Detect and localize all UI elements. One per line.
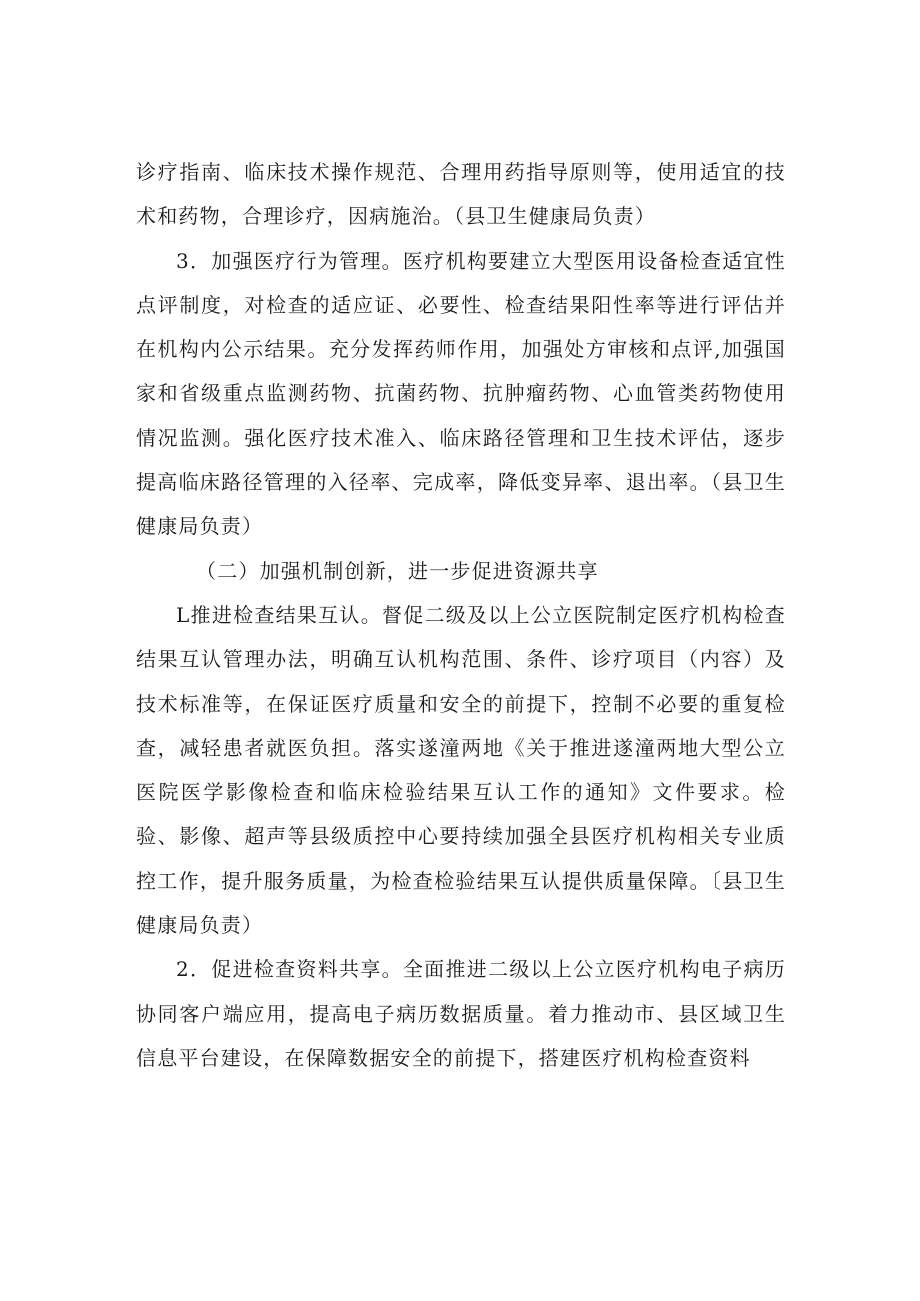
document-body <box>136 150 786 1080</box>
section-heading-2: （二）加强机制创新，进一步促进资源共享 <box>196 558 599 583</box>
paragraph-item-3: 3．加强医疗行为管理。医疗机构要建立大型医用设备检查适宜性点评制度，对检查的适应证、必要性、检查结果阳性率等进行评估并在机构内公示结果。充分发挥药师作用，加强处方审核和点评,加强国家和省级重点监测药物、抗菌药物、抗肿瘤药物、心血管类药物使用情况监测。强化医疗技术准入、临床路径管理和卫生技术评估，逐步提高临床路径管理的入径率、完成率，降低变异率、退出率。（县卫生健康局负责） <box>136 248 786 539</box>
paragraph-item-2: 2．促进检查资料共享。全面推进二级以上公立医疗机构电子病历协同客户端应用，提高电子病历数据质量。着力推动市、县区域卫生信息平台建设，在保障数据安全的前提下，搭建医疗机构检查资料 <box>136 957 786 1070</box>
paragraph-continued: 诊疗指南、临床技术操作规范、合理用药指导原则等，使用适宜的技术和药物，合理诊疗，因病施治。（县卫生健康局负责） <box>136 160 786 229</box>
paragraph-item-1: L推进检查结果互认。督促二级及以上公立医院制定医疗机构检查结果互认管理办法，明确互认机构范围、条件、诊疗项目（内容）及技术标准等，在保证医疗质量和安全的前提下，控制不必要的重复检查，减轻患者就医负担。落实遂潼两地《关于推进遂潼两地大型公立医院医学影像检查和临床检验结果互认工作的通知》文件要求。检验、影像、超声等县级质控中心要持续加强全县医疗机构相关专业质控工作，提升服务质量，为检查检验结果互认提供质量保障。〔县卫生健康局负责） <box>136 602 786 938</box>
